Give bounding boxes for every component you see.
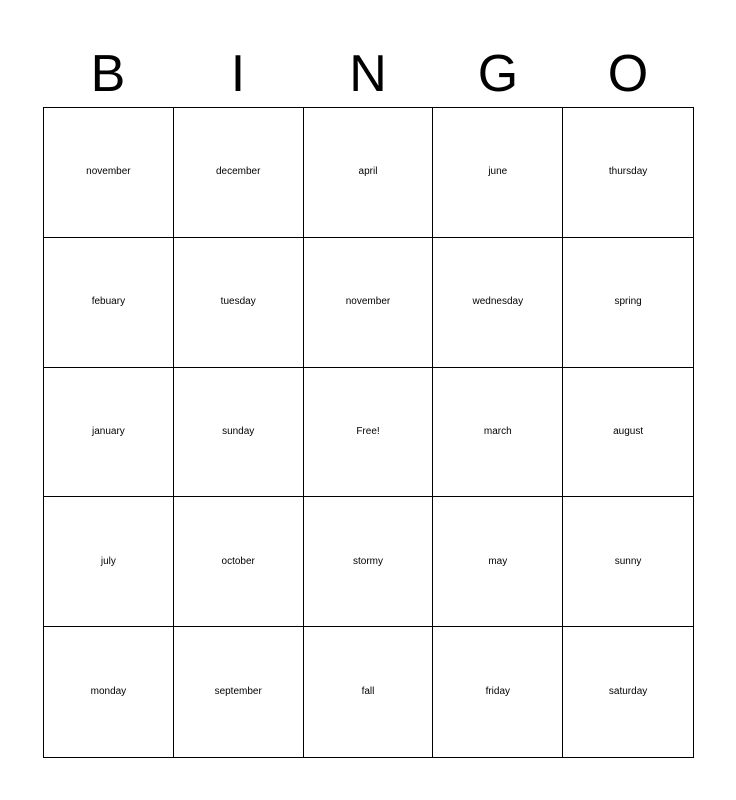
bingo-cell: november bbox=[304, 238, 434, 368]
bingo-cell: stormy bbox=[304, 497, 434, 627]
bingo-cell: december bbox=[174, 108, 304, 238]
bingo-cell: friday bbox=[433, 627, 563, 757]
bingo-cell: sunny bbox=[563, 497, 693, 627]
bingo-cell: tuesday bbox=[174, 238, 304, 368]
free-space-cell: Free! bbox=[304, 368, 434, 498]
bingo-board bbox=[43, 107, 694, 758]
bingo-cell: monday bbox=[44, 627, 174, 757]
header-letter-g: G bbox=[477, 45, 519, 103]
bingo-cell: march bbox=[433, 368, 563, 498]
bingo-cell: august bbox=[563, 368, 693, 498]
bingo-cell: september bbox=[174, 627, 304, 757]
bingo-cell: november bbox=[44, 108, 174, 238]
bingo-cell: fall bbox=[304, 627, 434, 757]
bingo-header bbox=[43, 44, 693, 104]
header-letter-i: I bbox=[230, 45, 246, 103]
bingo-cell: saturday bbox=[608, 686, 648, 698]
bingo-cell: may bbox=[433, 497, 563, 627]
bingo-cell: febuary bbox=[44, 238, 174, 368]
bingo-cell: october bbox=[174, 497, 304, 627]
bingo-cell: april bbox=[304, 108, 434, 238]
bingo-cell: wednesday bbox=[433, 238, 563, 368]
bingo-cell: july bbox=[44, 497, 174, 627]
bingo-cell: sunday bbox=[174, 368, 304, 498]
bingo-cell: thursday bbox=[563, 108, 693, 238]
bingo-cell: june bbox=[433, 108, 563, 238]
header-letter-o: O bbox=[607, 45, 649, 103]
bingo-cell: january bbox=[44, 368, 174, 498]
header-letter-b: B bbox=[90, 45, 126, 103]
bingo-cell: spring bbox=[563, 238, 693, 368]
header-letter-n: N bbox=[349, 45, 387, 103]
